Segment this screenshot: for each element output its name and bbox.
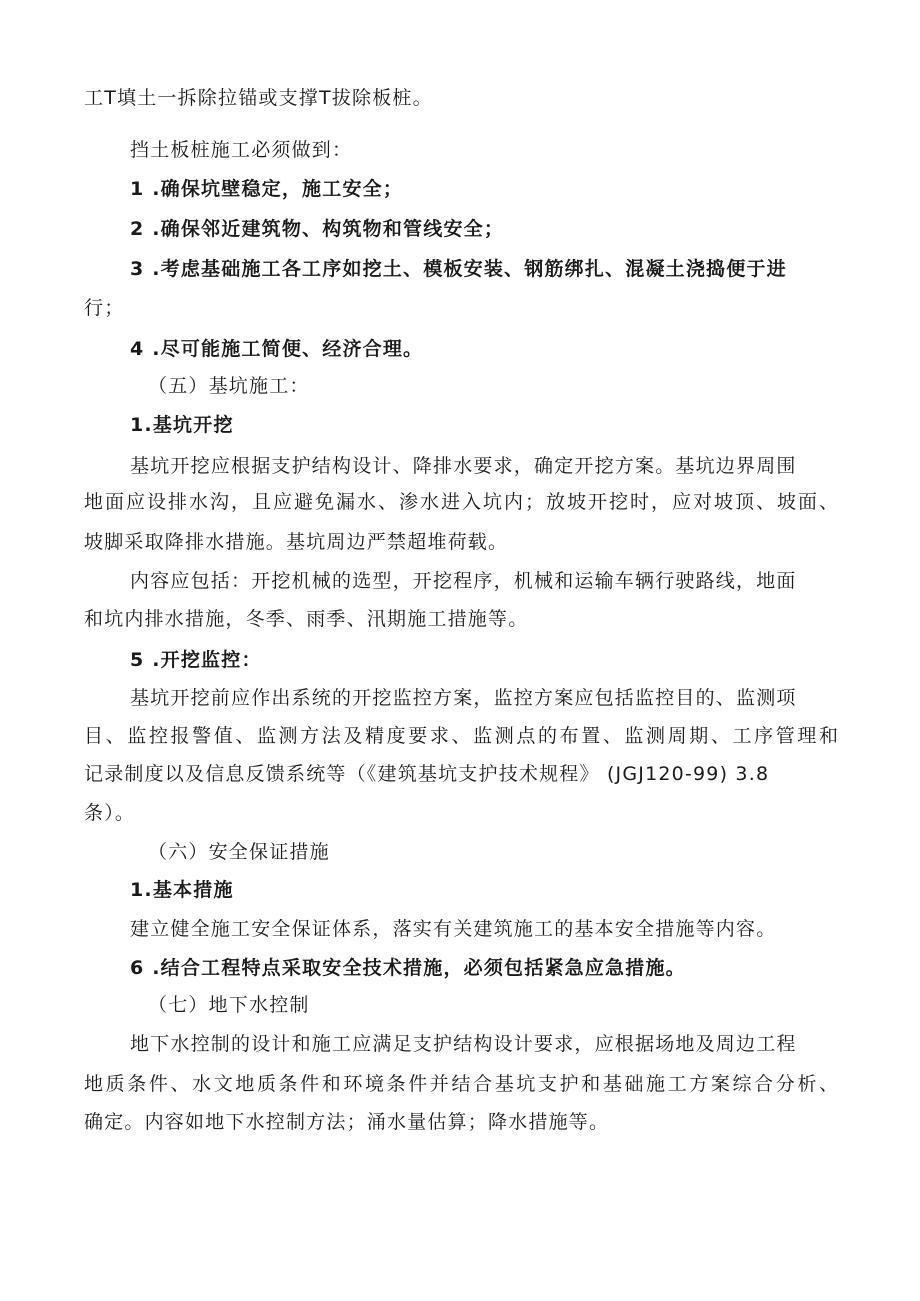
section-heading-7: （七）地下水控制 bbox=[148, 994, 310, 1016]
text-line: 基坑开挖应根据支护结构设计、降排水要求，确定开挖方案。基坑边界周围 bbox=[130, 455, 797, 477]
subheading: 1.基本措施 bbox=[130, 879, 234, 901]
text-line: 条）。 bbox=[84, 802, 136, 824]
text-line: 记录制度以及信息反馈系统等（《建筑基坑支护技术规程》 (JGJ120-99) 3.8 bbox=[84, 763, 770, 785]
text-line: 行； bbox=[84, 297, 125, 319]
list-item-4: 4 .尽可能施工简便、经济合理。 bbox=[130, 338, 424, 360]
text-line: 工T填土一拆除拉锚或支撑T拔除板桩。 bbox=[84, 87, 433, 109]
text-line: 地下水控制的设计和施工应满足支护结构设计要求，应根据场地及周边工程 bbox=[130, 1033, 797, 1055]
text-line: 目、监控报警值、监测方法及精度要求、监测点的布置、监测周期、工序管理和 bbox=[84, 725, 838, 747]
section-heading-5: （五）基坑施工： bbox=[148, 375, 310, 397]
list-item-3: 3 .考虑基础施工各工序如挖土、模板安装、钢筋绑扎、混凝土浇捣便于进 bbox=[130, 258, 787, 280]
list-item-6: 6 .结合工程特点采取安全技术措施，必须包括紧急应急措施。 bbox=[130, 957, 686, 979]
list-item-5: 5 .开挖监控： bbox=[130, 649, 262, 671]
text-line: 地面应设排水沟，且应避免漏水、渗水进入坑内；放坡开挖时，应对坡顶、坡面、 bbox=[84, 491, 838, 513]
list-item-2: 2 .确保邻近建筑物、构筑物和管线安全； bbox=[130, 218, 505, 240]
subheading: 1.基坑开挖 bbox=[130, 414, 234, 436]
list-item-1: 1 .确保坑壁稳定，施工安全； bbox=[130, 178, 404, 200]
text-line: 和坑内排水措施，冬季、雨季、汛期施工措施等。 bbox=[84, 608, 529, 630]
text-line: 建立健全施工安全保证体系，落实有关建筑施工的基本安全措施等内容。 bbox=[130, 918, 777, 940]
section-heading-6: （六）安全保证措施 bbox=[148, 841, 330, 863]
text-line: 地质条件、水文地质条件和环境条件并结合基坑支护和基础施工方案综合分析、 bbox=[84, 1073, 838, 1095]
text-line: 确定。内容如地下水控制方法；涌水量估算；降水措施等。 bbox=[84, 1111, 610, 1133]
text-line: 坡脚采取降排水措施。基坑周边严禁超堆荷载。 bbox=[84, 531, 509, 553]
text-line: 基坑开挖前应作出系统的开挖监控方案，监控方案应包括监控目的、监测项 bbox=[130, 687, 797, 709]
text-line: 挡土板桩施工必须做到： bbox=[130, 139, 353, 161]
text-line: 内容应包括：开挖机械的选型，开挖程序，机械和运输车辆行驶路线，地面 bbox=[130, 570, 797, 592]
